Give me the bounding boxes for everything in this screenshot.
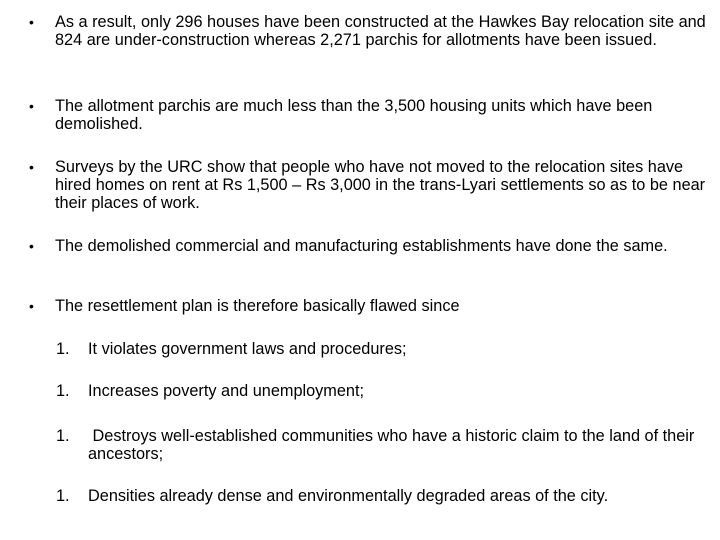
numbered-item-number: 1. [56,427,70,445]
bullet-marker: • [29,98,34,114]
numbered-item-number: 1. [56,382,70,400]
numbered-item-text: Densities already dense and environmentally degraded areas of the city. [88,487,609,505]
bullet-text: The allotment parchis are much less than the 3,500 housing units which have been demolished. [55,97,653,133]
numbered-item-text: It violates government laws and procedures; [88,340,407,358]
bullet-text: As a result, only 296 houses have been constructed at the Hawkes Bay relocation site and 824 are under-construction whereas 2,271 parchis for allotments have been issued. [55,13,706,49]
bullet-text: Surveys by the URC show that people who have not moved to the relocation sites have hired homes on rent at Rs 1,500 – Rs 3,000 in the trans-Lyari settlements so as to be near their places of work. [55,158,706,212]
bullet-text: The resettlement plan is therefore basically flawed since [55,297,460,315]
bullet-text: The demolished commercial and manufacturing establishments have done the same. [55,237,668,255]
numbered-item-number: 1. [56,487,70,505]
bullet-marker: • [29,238,34,254]
bullet-marker: • [29,159,34,175]
numbered-item-text: Increases poverty and unemployment; [88,382,365,400]
numbered-item-text: Destroys well-established communities who have a historic claim to the land of their ancestors; [88,427,699,463]
bullet-marker: • [29,14,34,30]
bullet-marker: • [29,298,34,314]
numbered-item-number: 1. [56,340,70,358]
